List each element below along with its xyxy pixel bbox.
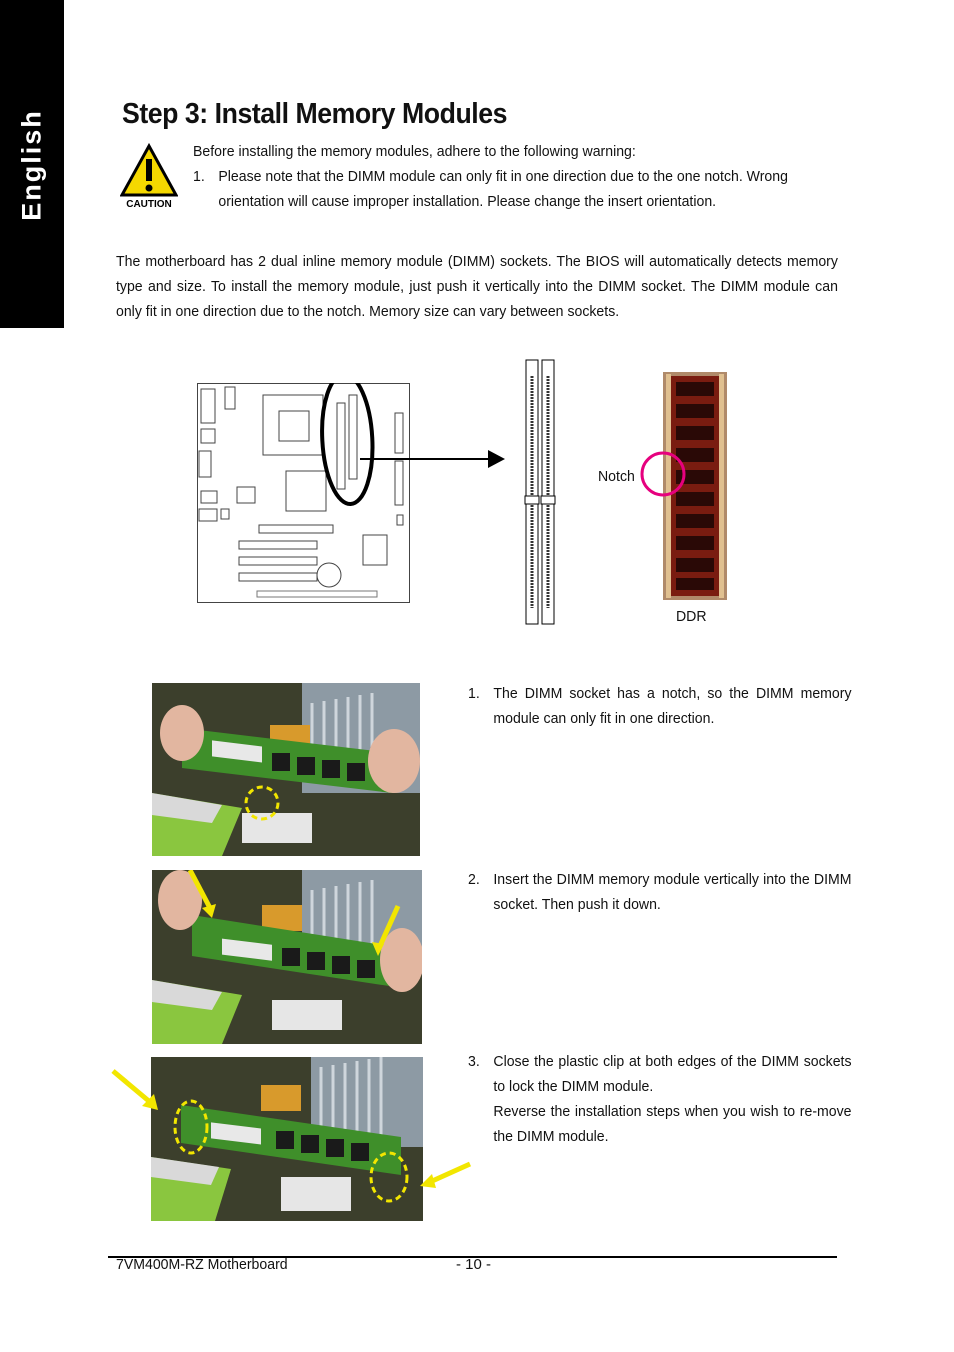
caution-item: [193, 164, 840, 214]
page-number: - 10 -: [456, 1256, 492, 1273]
step-text: Close the plastic clip at both edges of the DIMM sockets to lock the DIMM module.: [493, 1053, 852, 1095]
intro-paragraph: The motherboard has 2 dual inline memory module (DIMM) sockets. The BIOS will automatically detects memory type and size. To install the memory module, just push it vertically into the DIMM socket. The DIMM module can only fit in one direction due to the notch. Memory size can vary between sockets.: [116, 253, 838, 320]
language-label: English: [16, 109, 47, 221]
pointer-arrow: [360, 447, 505, 471]
install-photo-2: [152, 870, 422, 1044]
right-clip-arrow: [416, 1160, 472, 1190]
step-text: Insert the DIMM memory module vertically into the DIMM socket. Then push it down.: [493, 871, 852, 913]
step-1: [468, 681, 852, 731]
caution-icon-label: CAUTION: [126, 199, 172, 209]
dimm-slots-diagram: [524, 358, 557, 626]
step-number: 2.: [468, 871, 480, 888]
page-title: Step 3: Install Memory Modules: [122, 98, 508, 130]
step-text: The DIMM socket has a notch, so the DIMM memory module can only fit in one direction.: [493, 685, 852, 727]
notch-highlight-ring: [638, 449, 688, 499]
footer-model: 7VM400M-RZ Motherboard: [116, 1256, 288, 1273]
left-clip-arrow: [110, 1066, 162, 1112]
caution-icon: [120, 143, 178, 209]
step-2: [468, 867, 852, 917]
caution-intro: Before installing the memory modules, adhere to the following warning:: [193, 143, 636, 160]
step-3: [468, 1049, 852, 1149]
notch-label: Notch: [598, 468, 635, 485]
step-note: Reverse the installation steps when you wish to re-move the DIMM module.: [493, 1103, 852, 1145]
language-side-tab: [0, 0, 64, 328]
caution-item-text: Please note that the DIMM module can only fit in one direction due to the one notch. Wrong orientation will cause improper installation. Please change the insert orientation.: [218, 168, 788, 210]
motherboard-layout-diagram: [197, 383, 410, 603]
install-photo-1: [152, 683, 420, 856]
ddr-label: DDR: [676, 608, 707, 625]
step-number: 1.: [468, 685, 480, 702]
step-number: 3.: [468, 1053, 480, 1070]
caution-warning: [193, 139, 840, 214]
caution-item-number: 1.: [193, 168, 205, 185]
install-photo-3: [151, 1057, 423, 1221]
